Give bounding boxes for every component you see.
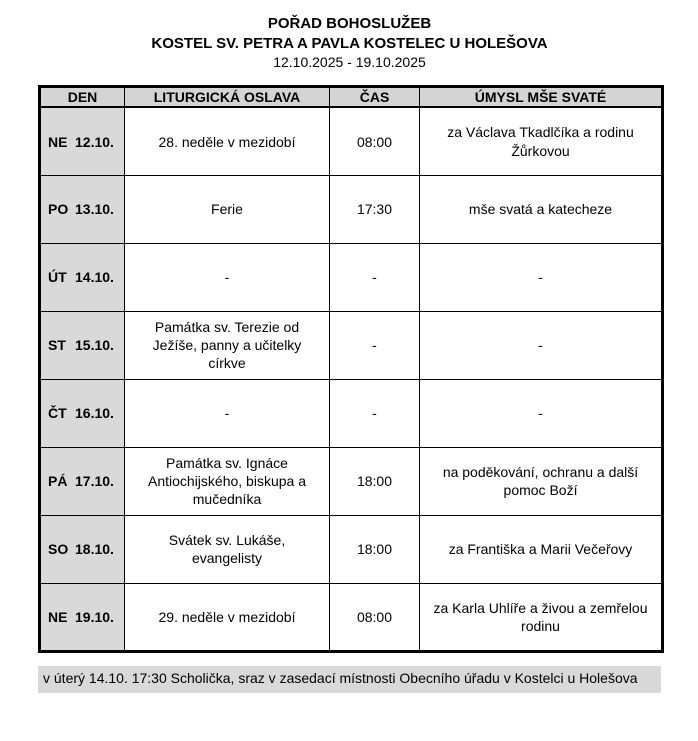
celebration-cell: Ferie xyxy=(125,175,330,243)
time-cell: - xyxy=(330,243,420,311)
day-abbrev: PÁ xyxy=(48,473,68,490)
intention-cell: mše svatá a katecheze xyxy=(420,175,663,243)
day-abbrev: SO xyxy=(48,541,69,558)
table-row xyxy=(40,311,663,379)
day-cell xyxy=(40,447,125,515)
celebration-cell: 29. neděle v mezidobí xyxy=(125,583,330,651)
table-row xyxy=(40,243,663,311)
time-cell: 08:00 xyxy=(330,107,420,175)
day-date: 13.10. xyxy=(75,201,114,218)
table-row xyxy=(40,379,663,447)
col-header-umysl-mse-svate: ÚMYSL MŠE SVATÉ xyxy=(420,86,663,107)
page-title: POŘAD BOHOSLUŽEB xyxy=(267,15,432,32)
day-cell xyxy=(40,243,125,311)
celebration-cell: - xyxy=(125,243,330,311)
day-abbrev: ČT xyxy=(48,405,67,422)
col-header-cas: ČAS xyxy=(330,86,420,107)
day-date: 16.10. xyxy=(75,405,114,422)
schedule-body xyxy=(40,107,663,651)
footer-note xyxy=(38,666,661,694)
time-cell: 18:00 xyxy=(330,447,420,515)
intention-cell: za Františka a Marii Večeřovy xyxy=(420,515,663,583)
church-name: KOSTEL SV. PETRA A PAVLA KOSTELEC U HOLEŠOVA xyxy=(151,34,548,52)
day-abbrev: NE xyxy=(48,608,68,625)
table-row xyxy=(40,447,663,515)
table-row xyxy=(40,107,663,175)
celebration-cell: Památka sv. Terezie od Ježíše, panny a učitelky církve xyxy=(125,311,330,379)
intention-cell: za Václava Tkadlčíka a rodinu Žůrkovou xyxy=(420,107,663,175)
day-cell xyxy=(40,175,125,243)
day-abbrev: NE xyxy=(48,133,68,150)
time-cell: 18:00 xyxy=(330,515,420,583)
table-header-row xyxy=(40,86,663,107)
celebration-cell: Památka sv. Ignáce Antiochijského, biskupa a mučedníka xyxy=(125,447,330,515)
footer-note-text: v úterý 14.10. 17:30 Scholička, sraz v zasedací místnosti Obecního úřadu v Kostelci u Holešova xyxy=(43,669,638,686)
day-abbrev: ÚT xyxy=(48,269,67,286)
celebration-cell: - xyxy=(125,379,330,447)
day-cell xyxy=(40,107,125,175)
document-header xyxy=(38,14,661,72)
schedule-table xyxy=(38,85,664,653)
celebration-cell: Svátek sv. Lukáše, evangelisty xyxy=(125,515,330,583)
table-row xyxy=(40,515,663,583)
day-date: 12.10. xyxy=(75,133,114,150)
day-date: 15.10. xyxy=(75,337,114,354)
day-date: 19.10. xyxy=(75,608,114,625)
time-cell: - xyxy=(330,379,420,447)
day-abbrev: ST xyxy=(48,337,66,354)
intention-cell: - xyxy=(420,243,663,311)
time-cell: 08:00 xyxy=(330,583,420,651)
intention-cell: na poděkování, ochranu a další pomoc Boží xyxy=(420,447,663,515)
day-cell xyxy=(40,583,125,651)
day-cell xyxy=(40,515,125,583)
day-cell xyxy=(40,311,125,379)
time-cell: - xyxy=(330,311,420,379)
col-header-liturgicka-oslava: LITURGICKÁ OSLAVA xyxy=(125,86,330,107)
time-cell: 17:30 xyxy=(330,175,420,243)
day-date: 14.10. xyxy=(75,269,114,286)
day-date: 17.10. xyxy=(75,473,114,490)
table-row xyxy=(40,175,663,243)
day-date: 18.10. xyxy=(75,541,114,558)
day-cell xyxy=(40,379,125,447)
day-abbrev: PO xyxy=(48,201,69,218)
intention-cell: - xyxy=(420,379,663,447)
celebration-cell: 28. neděle v mezidobí xyxy=(125,107,330,175)
intention-cell: - xyxy=(420,311,663,379)
col-header-den: DEN xyxy=(40,86,125,107)
date-range: 12.10.2025 - 19.10.2025 xyxy=(273,54,426,70)
intention-cell: za Karla Uhlíře a živou a zemřelou rodinu xyxy=(420,583,663,651)
table-row xyxy=(40,583,663,651)
